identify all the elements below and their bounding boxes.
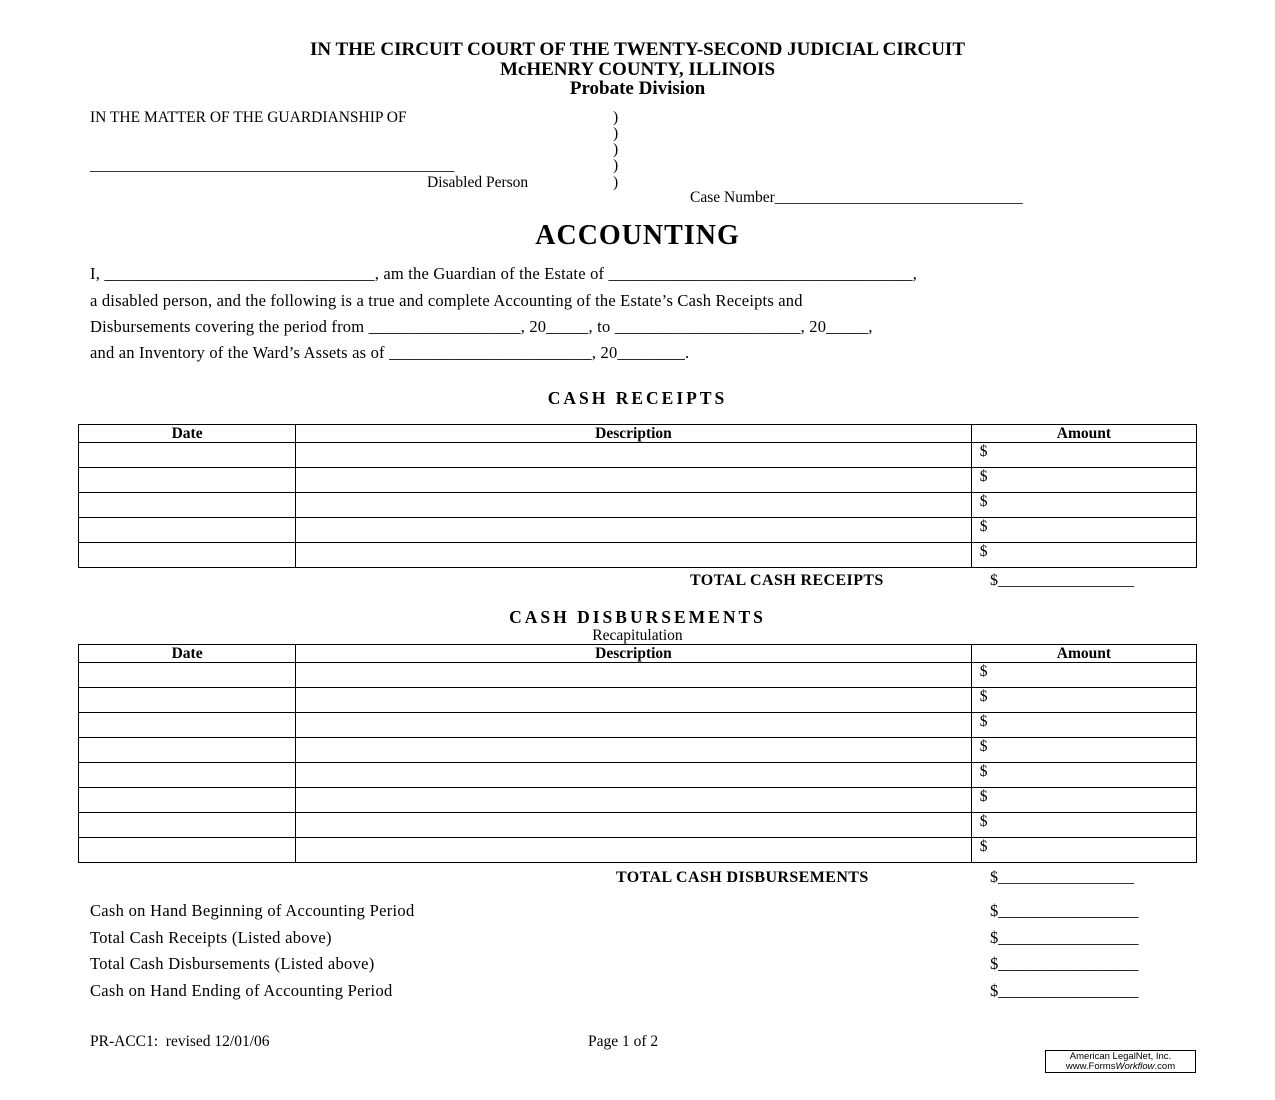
intro-line-2: a disabled person, and the following is a true and complete Accounting of the Estate’s Cash Receipts and	[90, 291, 803, 310]
table-row	[79, 763, 1197, 788]
date-cell[interactable]	[79, 688, 296, 713]
description-cell[interactable]	[296, 543, 972, 568]
publisher-name: American LegalNet, Inc.	[1069, 1051, 1172, 1062]
court-title: IN THE CIRCUIT COURT OF THE TWENTY-SECOND JUDICIAL CIRCUIT	[310, 39, 965, 60]
total-cash-receipts-field[interactable]: $_________________	[990, 572, 1134, 589]
page-number: Page 1 of 2	[588, 1033, 659, 1050]
intro-line-4[interactable]: and an Inventory of the Ward’s Assets as of ________________________, 20________.	[90, 343, 690, 362]
table-row	[79, 443, 1197, 468]
amount-cell[interactable]: $	[971, 468, 1196, 493]
amount-cell[interactable]: $	[971, 518, 1196, 543]
table-header-row	[79, 425, 1197, 443]
description-cell[interactable]	[296, 738, 972, 763]
column-header-description: Description	[296, 425, 972, 443]
date-cell[interactable]	[79, 813, 296, 838]
total-cash-disbursements-label: TOTAL CASH DISBURSEMENTS	[616, 869, 869, 886]
description-cell[interactable]	[296, 813, 972, 838]
publisher-url: www.FormsWorkflow.com	[1065, 1061, 1176, 1072]
date-cell[interactable]	[79, 663, 296, 688]
date-cell[interactable]	[79, 468, 296, 493]
column-header-description: Description	[296, 645, 972, 663]
description-cell[interactable]	[296, 838, 972, 863]
cash-receipts-table	[78, 424, 1197, 568]
form-revision-id: PR-ACC1: revised 12/01/06	[90, 1033, 270, 1050]
caption-paren: )	[613, 157, 619, 174]
amount-cell[interactable]: $	[971, 443, 1196, 468]
intro-line-3[interactable]: Disbursements covering the period from __________________, 20_____, to ______________________, 20_____,	[90, 317, 873, 336]
amount-cell[interactable]: $	[971, 813, 1196, 838]
table-row	[79, 688, 1197, 713]
summary-field-ending[interactable]: $_________________	[990, 981, 1139, 1000]
table-row	[79, 663, 1197, 688]
total-cash-disbursements-field[interactable]: $_________________	[990, 869, 1134, 886]
county-title: McHENRY COUNTY, ILLINOIS	[499, 59, 776, 80]
division-title: Probate Division	[569, 78, 706, 99]
caption-paren: )	[613, 141, 619, 158]
table-row	[79, 518, 1197, 543]
amount-cell[interactable]: $	[971, 688, 1196, 713]
table-row	[79, 713, 1197, 738]
description-cell[interactable]	[296, 468, 972, 493]
case-number-field[interactable]: Case Number________________________________	[690, 189, 1023, 206]
description-cell[interactable]	[296, 518, 972, 543]
matter-label: IN THE MATTER OF THE GUARDIANSHIP OF	[90, 109, 407, 126]
date-cell[interactable]	[79, 493, 296, 518]
summary-label-disbursements: Total Cash Disbursements (Listed above)	[90, 954, 375, 973]
description-cell[interactable]	[296, 688, 972, 713]
description-cell[interactable]	[296, 713, 972, 738]
summary-label-receipts: Total Cash Receipts (Listed above)	[90, 928, 332, 947]
recapitulation-subheading: Recapitulation	[592, 627, 683, 644]
description-cell[interactable]	[296, 663, 972, 688]
amount-cell[interactable]: $	[971, 493, 1196, 518]
column-header-date: Date	[79, 425, 296, 443]
date-cell[interactable]	[79, 763, 296, 788]
column-header-date: Date	[79, 645, 296, 663]
date-cell[interactable]	[79, 838, 296, 863]
amount-cell[interactable]: $	[971, 763, 1196, 788]
intro-line-1[interactable]: I, ________________________________, am the Guardian of the Estate of ____________________________________,	[90, 264, 918, 283]
cash-receipts-heading: CASH RECEIPTS	[547, 388, 728, 408]
date-cell[interactable]	[79, 518, 296, 543]
table-row	[79, 813, 1197, 838]
cash-disbursements-table	[78, 644, 1197, 863]
summary-field-disbursements[interactable]: $_________________	[990, 954, 1139, 973]
table-row	[79, 738, 1197, 763]
date-cell[interactable]	[79, 788, 296, 813]
amount-cell[interactable]: $	[971, 838, 1196, 863]
summary-field-beginning[interactable]: $_________________	[990, 901, 1139, 920]
summary-label-ending: Cash on Hand Ending of Accounting Period	[90, 981, 393, 1000]
amount-cell[interactable]: $	[971, 543, 1196, 568]
caption-paren: )	[613, 174, 619, 191]
table-row	[79, 543, 1197, 568]
table-row	[79, 468, 1197, 493]
summary-label-beginning: Cash on Hand Beginning of Accounting Period	[90, 901, 415, 920]
document-title: ACCOUNTING	[535, 220, 740, 251]
amount-cell[interactable]: $	[971, 663, 1196, 688]
column-header-amount: Amount	[971, 645, 1196, 663]
amount-cell[interactable]: $	[971, 713, 1196, 738]
caption-paren: )	[613, 125, 619, 142]
disabled-person-name-line[interactable]: _______________________________________________	[90, 157, 455, 174]
description-cell[interactable]	[296, 788, 972, 813]
table-row	[79, 838, 1197, 863]
date-cell[interactable]	[79, 713, 296, 738]
date-cell[interactable]	[79, 543, 296, 568]
summary-field-receipts[interactable]: $_________________	[990, 928, 1139, 947]
table-header-row	[79, 645, 1197, 663]
amount-cell[interactable]: $	[971, 788, 1196, 813]
cash-disbursements-heading: CASH DISBURSEMENTS	[509, 607, 766, 627]
caption-paren: )	[613, 109, 619, 126]
description-cell[interactable]	[296, 443, 972, 468]
table-row	[79, 493, 1197, 518]
total-cash-receipts-label: TOTAL CASH RECEIPTS	[690, 572, 884, 589]
disabled-person-label: Disabled Person	[427, 174, 529, 191]
table-row	[79, 788, 1197, 813]
date-cell[interactable]	[79, 738, 296, 763]
amount-cell[interactable]: $	[971, 738, 1196, 763]
description-cell[interactable]	[296, 763, 972, 788]
column-header-amount: Amount	[971, 425, 1196, 443]
publisher-brand-box	[1045, 1050, 1196, 1073]
description-cell[interactable]	[296, 493, 972, 518]
date-cell[interactable]	[79, 443, 296, 468]
